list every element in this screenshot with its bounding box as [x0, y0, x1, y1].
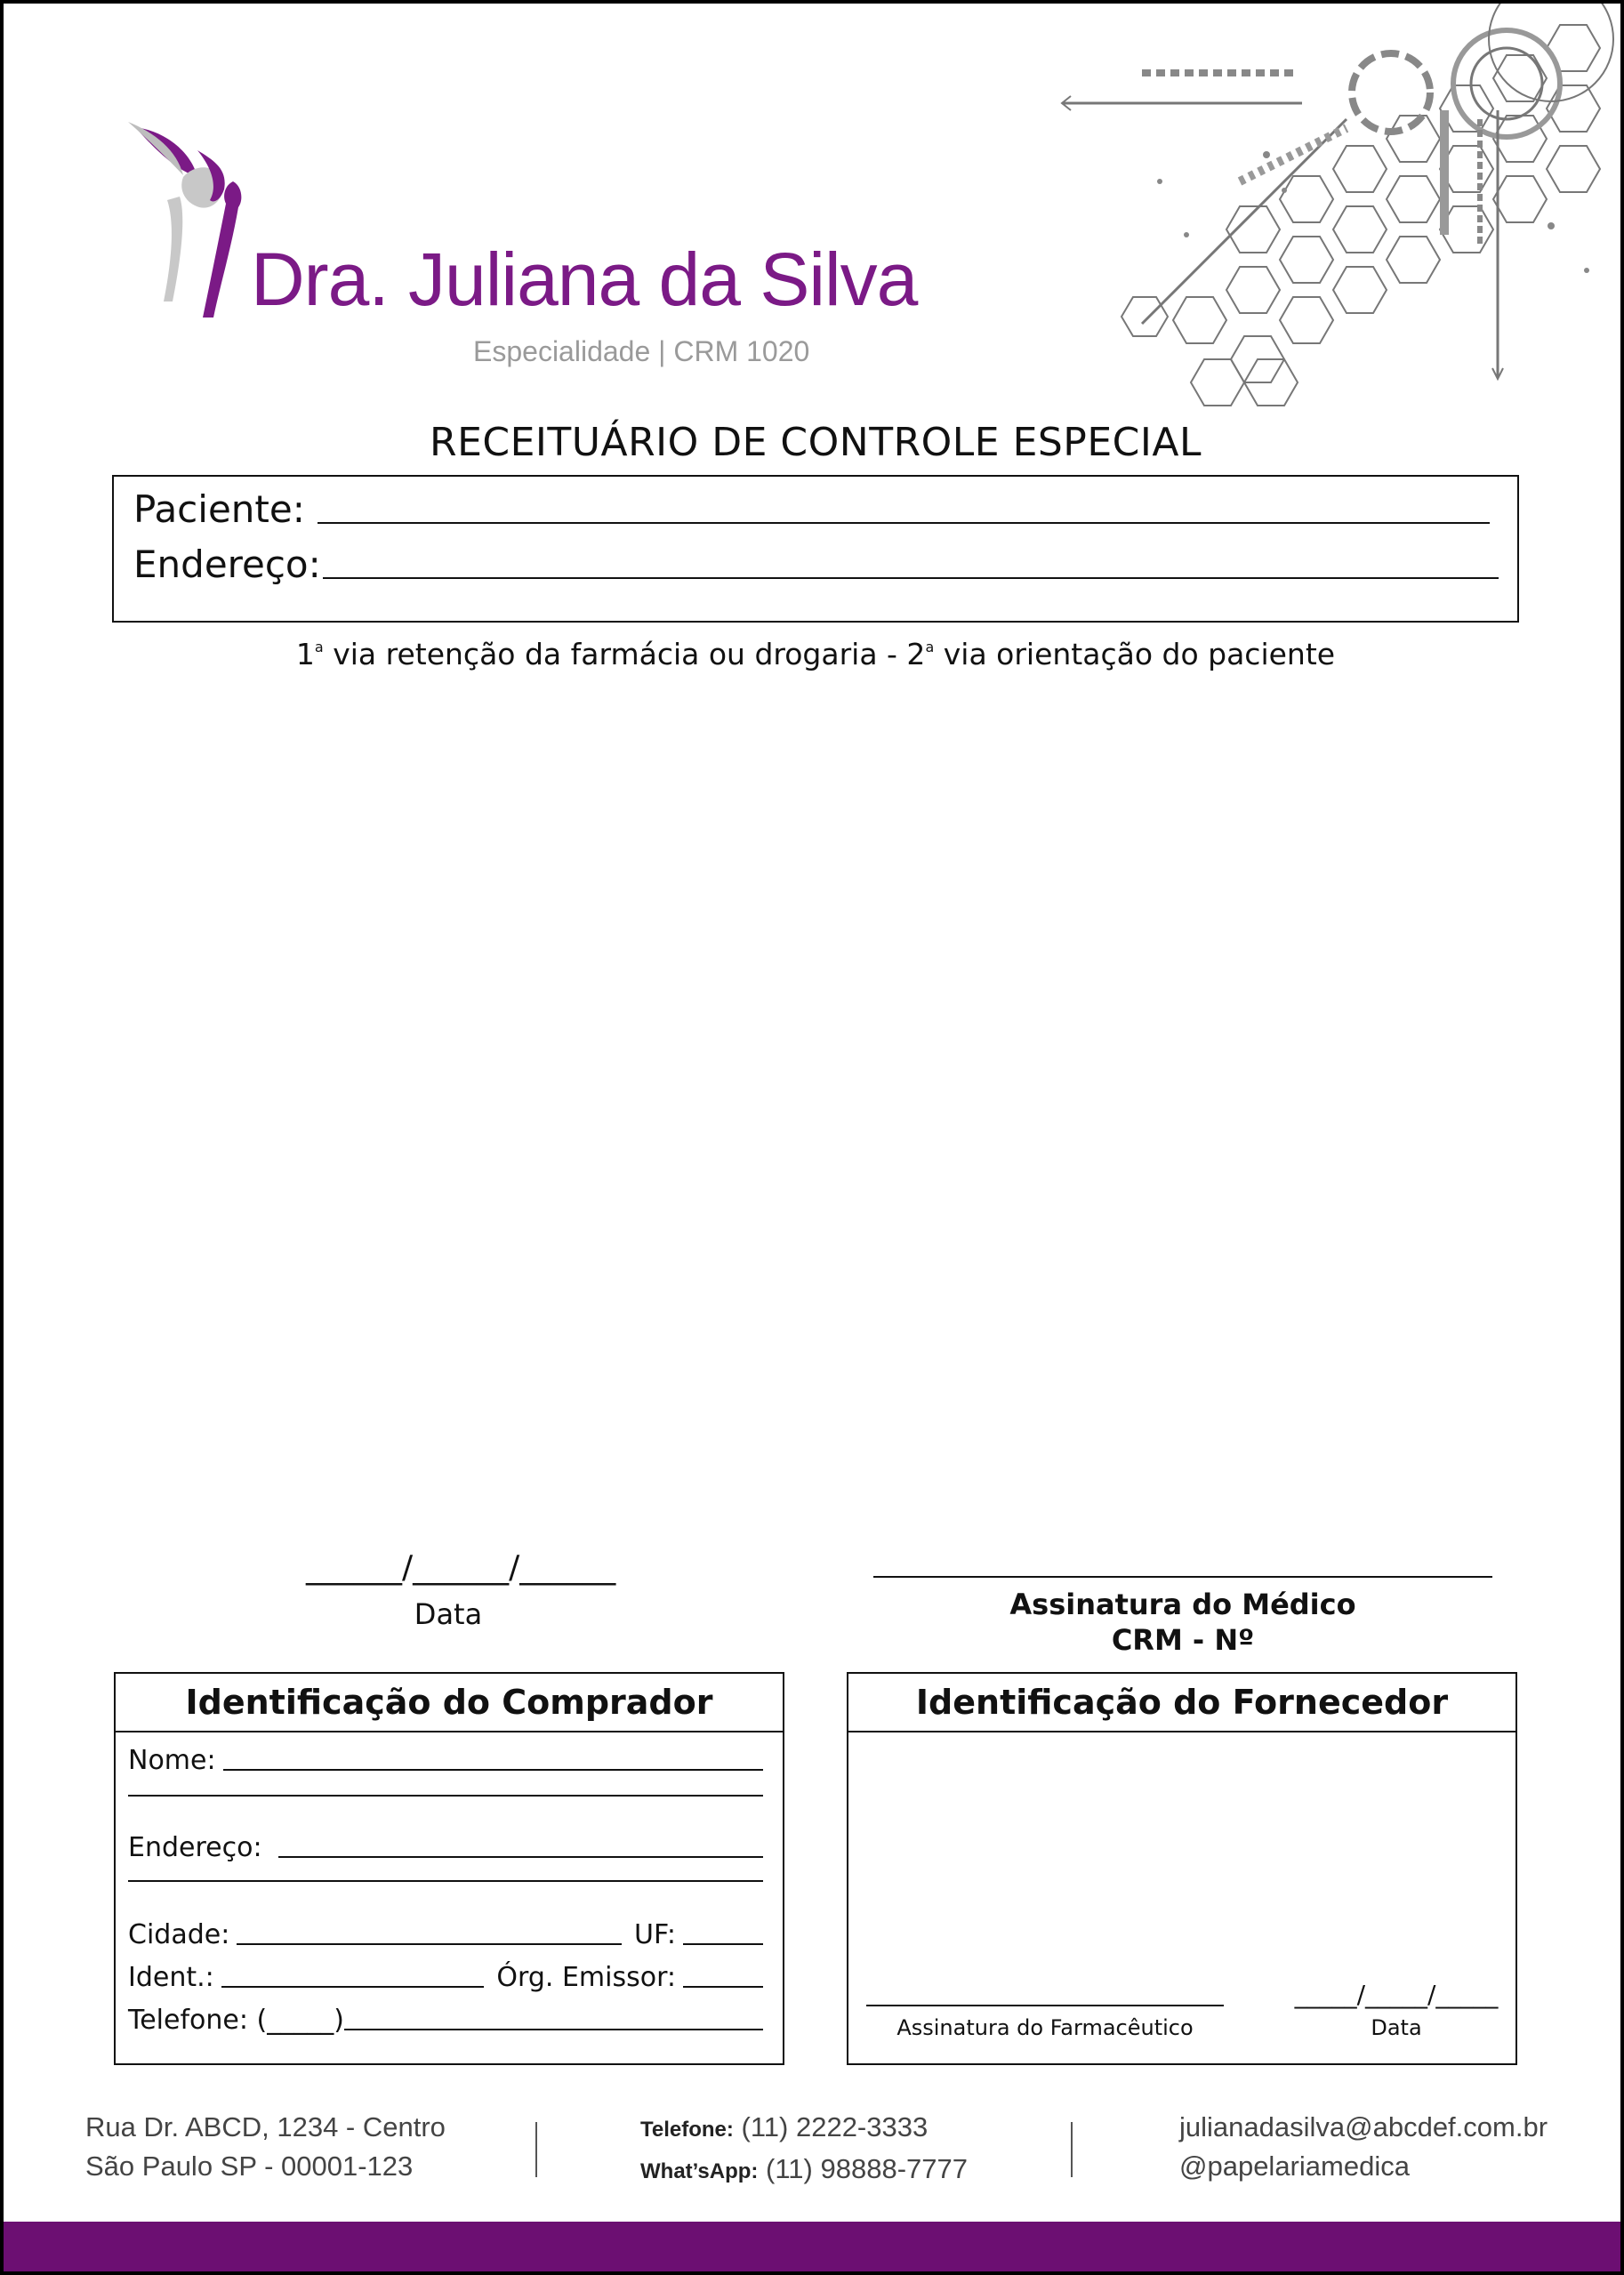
tech-hexagon-decoration [1053, 4, 1624, 439]
buyer-heading: Identificação do Comprador [116, 1674, 783, 1732]
doctor-name: Dra. Juliana da Silva [251, 237, 918, 321]
patient-name-field[interactable] [318, 522, 1490, 524]
buyer-city-field[interactable] [237, 1943, 622, 1945]
buyer-name-label: Nome: [128, 1745, 216, 1776]
via-note: 1$^a$ via retenção da farmácia ou drogaria - 2$^a$ via orientação do paciente [295, 637, 1336, 671]
footer-whatsapp-value: (11) 98888-7777 [766, 2153, 968, 2184]
patient-name-label: Paciente: [133, 487, 305, 531]
buyer-name-field-2[interactable] [128, 1795, 763, 1797]
patient-box [112, 475, 1519, 623]
buyer-identification-box [114, 1672, 784, 2065]
patient-name-row [133, 487, 1490, 531]
prescription-date-field[interactable]: ______/______/______ [306, 1549, 616, 1586]
buyer-phone-row [128, 2005, 763, 2036]
buyer-phone-label: Telefone: (_____) [128, 2005, 344, 2036]
footer-address-line2: São Paulo SP - 00001-123 [85, 2150, 414, 2182]
buyer-address-row-2 [128, 1880, 763, 1887]
supplier-date-field[interactable]: _____/_____/_____ [1294, 1980, 1499, 2009]
buyer-city-label: Cidade: [128, 1919, 230, 1950]
pharmacist-signature-line[interactable] [866, 2005, 1224, 2006]
buyer-name-row-2 [128, 1795, 763, 1802]
patient-address-field[interactable] [323, 577, 1499, 579]
buyer-issuer-label: Órg. Emissor: [496, 1962, 676, 1993]
footer-contacts [1179, 2108, 1548, 2186]
prescription-date-label: Data [414, 1597, 483, 1631]
buyer-ident-row [128, 1962, 763, 1993]
footer-color-bar [4, 2222, 1624, 2271]
supplier-date-label: Data [1371, 2015, 1422, 2040]
footer [4, 2108, 1624, 2188]
footer-email: julianadasilva@abcdef.com.br [1179, 2111, 1548, 2142]
footer-phone-label: Telefone: [640, 2118, 734, 2142]
buyer-address-row [128, 1832, 763, 1863]
buyer-ident-label: Ident.: [128, 1962, 214, 1993]
footer-phones [640, 2108, 968, 2191]
supplier-heading: Identificação do Fornecedor [848, 1674, 1515, 1732]
buyer-address-label: Endereço: [128, 1832, 262, 1863]
footer-social: @papelariamedica [1179, 2150, 1410, 2182]
doctor-signature-label: Assinatura do Médico CRM - Nº [1009, 1588, 1356, 1657]
supplier-identification-box [847, 1672, 1517, 2065]
document-title: RECEITUÁRIO DE CONTROLE ESPECIAL [430, 420, 1202, 465]
buyer-uf-field[interactable] [683, 1943, 763, 1945]
doctor-signature-line[interactable] [873, 1576, 1492, 1578]
buyer-phone-field[interactable] [344, 2029, 763, 2030]
footer-divider [1071, 2122, 1073, 2177]
footer-address [85, 2108, 446, 2186]
footer-address-line1: Rua Dr. ABCD, 1234 - Centro [85, 2111, 446, 2142]
footer-whatsapp-label: What’sApp: [640, 2159, 759, 2183]
buyer-name-row [128, 1745, 763, 1776]
knee-logo-icon [128, 115, 261, 324]
buyer-address-field-2[interactable] [128, 1880, 763, 1882]
patient-address-row [133, 543, 1499, 586]
patient-address-label: Endereço: [133, 543, 321, 586]
footer-divider [535, 2122, 537, 2177]
buyer-issuer-field[interactable] [683, 1986, 763, 1988]
buyer-address-field[interactable] [278, 1856, 763, 1858]
footer-phone-value: (11) 2222-3333 [741, 2111, 929, 2142]
buyer-city-row [128, 1919, 763, 1950]
buyer-name-field[interactable] [223, 1769, 763, 1771]
specialty-crm: Especialidade | CRM 1020 [473, 335, 810, 367]
buyer-ident-field[interactable] [221, 1986, 485, 1988]
pharmacist-signature-label: Assinatura do Farmacêutico [896, 2015, 1194, 2040]
buyer-uf-label: UF: [634, 1919, 676, 1950]
